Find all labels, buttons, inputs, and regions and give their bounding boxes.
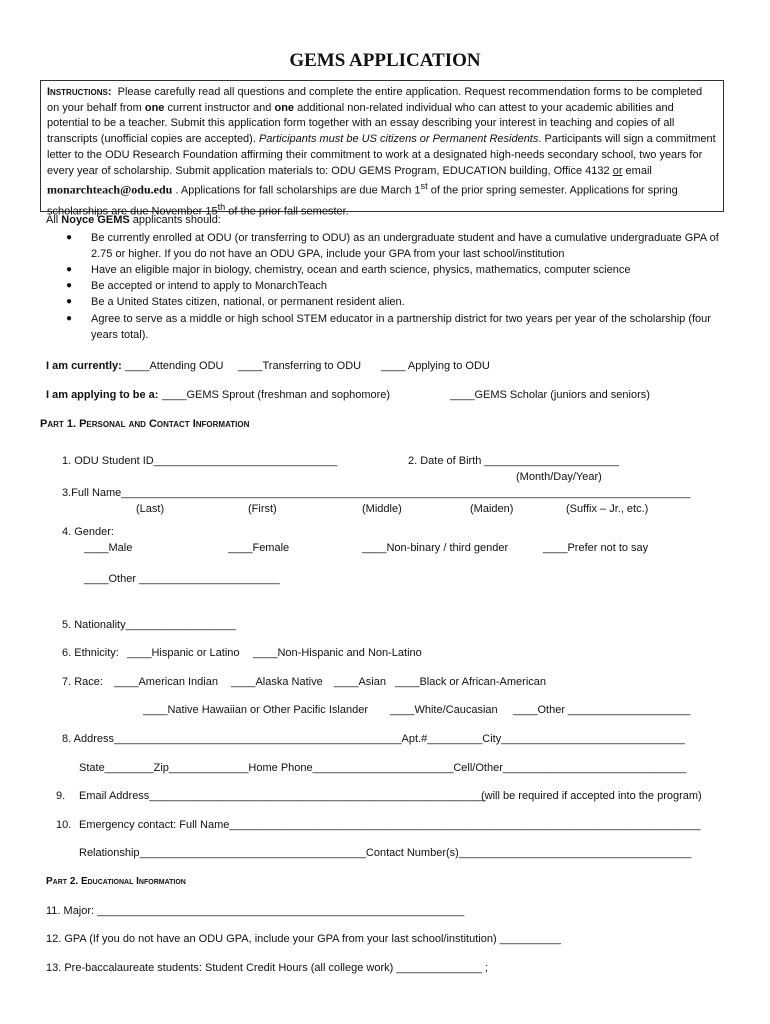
email-address-field[interactable]: Email Address_______________________________________________________ — [79, 790, 486, 802]
option-gems-sprout[interactable]: ____GEMS Sprout (freshman and sophomore) — [162, 389, 391, 401]
gender-male[interactable]: ____Male — [84, 542, 133, 554]
ethnicity-label: 6. Ethnicity: — [62, 647, 119, 659]
race-label: 7. Race: — [62, 676, 103, 688]
race-american-indian[interactable]: ____American Indian — [114, 676, 218, 688]
major-field[interactable]: 11. Major: ____________________________________________________________ — [46, 905, 465, 917]
email-note: (will be required if accepted into the program) — [481, 790, 702, 802]
emergency-contact-field[interactable]: Emergency contact: Full Name_____________________________________________________________________________ — [79, 819, 701, 831]
bullet: ● — [66, 280, 73, 291]
bullet: ● — [66, 232, 73, 243]
option-transferring-odu[interactable]: ____Transferring to ODU — [238, 360, 362, 372]
requirement-item: Be accepted or intend to apply to MonarchTeach — [91, 280, 328, 292]
race-black[interactable]: ____Black or African-American — [395, 676, 547, 688]
instructions-text: current instructor and — [164, 101, 275, 114]
instructions-box — [40, 80, 724, 218]
q10-number: 10. — [56, 819, 72, 831]
date-of-birth-field[interactable]: 2. Date of Birth ______________________ — [408, 455, 620, 467]
requirement-item: Agree to serve as a middle or high school STEM educator in a partnership district for two years per year of the scholarship (four years total). — [91, 313, 711, 341]
bullet: ● — [66, 313, 73, 324]
relationship-field[interactable]: Relationship_____________________________________Contact Number(s)______________________________________ — [79, 847, 692, 859]
instructions-label: Instructions: — [47, 86, 112, 98]
gpa-field[interactable]: 12. GPA (If you do not have an ODU GPA, include your GPA from your last school/institution) __________ — [46, 933, 561, 945]
gender-prefer-not[interactable]: ____Prefer not to say — [543, 542, 649, 554]
page-title: GEMS APPLICATION — [289, 50, 481, 71]
superscript: st — [420, 181, 428, 192]
superscript: th — [217, 201, 226, 212]
option-applying-odu[interactable]: ____ Applying to ODU — [381, 360, 490, 372]
address-field[interactable]: 8. Address_______________________________________________Apt.#_________City______________________________ — [62, 733, 685, 745]
race-alaska-native[interactable]: ____Alaska Native — [231, 676, 323, 688]
gender-nonbinary[interactable]: ____Non-binary / third gender — [362, 542, 509, 554]
race-other[interactable]: ____Other ____________________ — [513, 704, 691, 716]
name-part-first: (First) — [248, 503, 277, 515]
full-name-field[interactable]: 3.Full Name_____________________________________________________________________________________________ — [62, 487, 691, 499]
instructions-text: additional non-related individual who can attest to your academic abilities and potential to be a teacher. Submit this application form together with an essay describing your interest in teaching and copies of all transcripts (unofficial copies are accepted). — [47, 101, 675, 146]
emphasis-one: one — [274, 101, 295, 114]
dob-format-hint: (Month/Day/Year) — [516, 471, 602, 483]
race-white[interactable]: ____White/Caucasian — [390, 704, 498, 716]
instructions-text: of the prior fall semester. — [225, 205, 349, 218]
instructions-text: Please carefully read all questions and complete the entire application. Request recommendation forms to be completed on your behalf from — [47, 86, 703, 114]
gender-label: 4. Gender: — [62, 526, 114, 538]
or-underlined: or — [612, 164, 623, 177]
part2-heading: Part 2. Educational Information — [46, 876, 186, 887]
requirement-item: Be currently enrolled at ODU (or transferring to ODU) as an undergraduate student and have a cumulative undergraduate GPA of 2.75 or higher. If you do not have an ODU GPA, include your GPA from your last school/institution — [91, 232, 719, 260]
name-part-maiden: (Maiden) — [470, 503, 514, 515]
part1-heading: Part 1. Personal and Contact Information — [40, 418, 250, 430]
race-pacific-islander[interactable]: ____Native Hawaiian or Other Pacific Islander — [143, 704, 369, 716]
all-applicants-heading: All Noyce GEMS applicants should: — [46, 214, 221, 226]
citizenship-note: Participants must be US citizens or Permanent Residents — [258, 133, 539, 146]
applying-label: I am applying to be a: — [46, 389, 159, 401]
requirement-item: Be a United States citizen, national, or permanent resident alien. — [91, 296, 405, 308]
name-part-suffix: (Suffix – Jr., etc.) — [566, 503, 649, 515]
q9-number: 9. — [56, 790, 66, 802]
state-zip-phone-field[interactable]: State________Zip_____________Home Phone_______________________Cell/Other______________________________ — [79, 762, 687, 774]
option-gems-scholar[interactable]: ____GEMS Scholar (juniors and seniors) — [450, 389, 650, 401]
bullet: ● — [66, 296, 73, 307]
gender-female[interactable]: ____Female — [228, 542, 290, 554]
ethnicity-hispanic[interactable]: ____Hispanic or Latino — [127, 647, 240, 659]
instructions-text: . Applications for fall scholarships are due March 1 — [172, 184, 421, 197]
race-asian[interactable]: ____Asian — [334, 676, 386, 688]
currently-label: I am currently: — [46, 360, 122, 372]
bullet: ● — [66, 264, 73, 275]
credit-hours-field[interactable]: 13. Pre-baccalaureate students: Student Credit Hours (all college work) ______________ ; — [46, 962, 489, 974]
ethnicity-non-hispanic[interactable]: ____Non-Hispanic and Non-Latino — [253, 647, 422, 659]
gender-other[interactable]: ____Other _______________________ — [84, 573, 280, 585]
instructions-text: email — [622, 164, 652, 177]
emphasis-one: one — [144, 101, 165, 114]
instructions-text: . Participants will sign a commitment letter to the ODU Research Foundation affirming their commitment to work at a designated high-needs secondary school, two years for every year of scholarship. Submit application materials to: ODU GEMS Program, EDUCATION building, Office 4132 — [47, 133, 716, 177]
instructions-text: of the prior spring semester. Applications for spring scholarships are due November 15 — [47, 184, 678, 218]
name-part-middle: (Middle) — [362, 503, 402, 515]
student-id-field[interactable]: 1. ODU Student ID______________________________ — [62, 455, 338, 467]
option-attending-odu[interactable]: ____Attending ODU — [125, 360, 224, 372]
nationality-field[interactable]: 5. Nationality__________________ — [62, 619, 236, 631]
requirement-item: Have an eligible major in biology, chemistry, ocean and earth science, physics, mathematics, computer science — [91, 264, 631, 276]
email-link[interactable]: monarchteach@odu.edu — [47, 182, 173, 197]
name-part-last: (Last) — [136, 503, 165, 515]
